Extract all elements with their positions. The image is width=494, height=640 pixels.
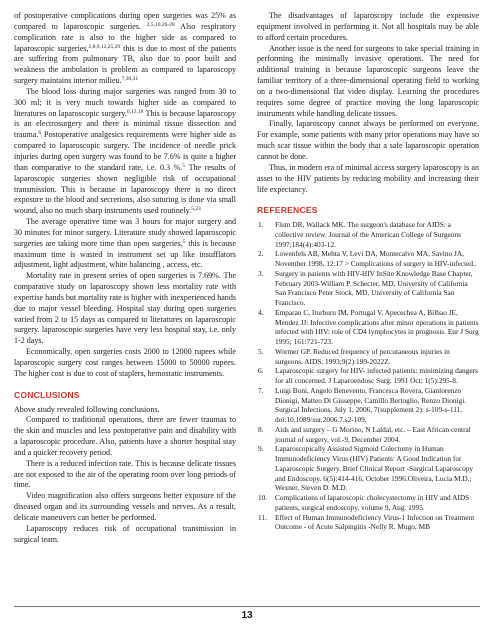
reference-number: 10. xyxy=(258,493,268,503)
reference-text: Luigi Boni, Angelo Benevento, Francesca Rovera, Gianlorenzo Dionigi, Matteo Di Giuseppe, Camillo Bertoglio, Renzo Dionigi. Surgical Infections. July 1, 2006, 7(supplement 2): s-109-s-111. doi:10.1089/sur.2006.7.s2-109. xyxy=(275,385,467,425)
body-paragraph: The average operative time was 3 hours for major surgery and 30 minutes for minor surgery. Literature study showed laparoscopic surgeries are taking more time than open surgeries,$^5$ this is because maximum time is wasted in instrument set up like insufflators adjustment, light adjustment, white balancing , access, etc. xyxy=(14,217,236,270)
reference-item xyxy=(257,269,479,308)
body-paragraph: Finally, laparoscopy cannot always be performed on everyone. For example, some patients with many prior operations may have so much scar tissue within the body that a safe laparoscopic operation cannot be done. xyxy=(257,119,479,161)
reference-item xyxy=(257,220,479,249)
reference-number: 2. xyxy=(258,249,264,259)
reference-text: Emparan C, Iturburu IM, Portugal V, Apecechea A, Bilbao JE, Mendez JJ: Infective complications after minor operations in patients infected with HIV: role of CD4 lymphocytes in prognosis. Eur J Surg 1995; 161:721-723. xyxy=(275,307,479,347)
reference-item xyxy=(257,386,479,425)
reference-item xyxy=(257,347,479,367)
reference-item xyxy=(257,308,479,347)
body-paragraph: Compared to traditional operations, there are fewer traumas to the skin and muscles and less postoperative pain and disability with a laparoscopic procedure. Also, patients have a shorter hospital stay and a quicker recovery period. xyxy=(14,415,236,457)
conclusions-heading: CONCLUSIONS xyxy=(14,389,80,400)
body-paragraph: Economically, open surgeries costs 2000 to 12000 rupees while laparoscopic surgery cost ranges between 15000 to 50000 rupees. The higher cost is due to cost of staplers, hemostatic instruments. xyxy=(14,347,236,378)
body-paragraph: Another issue is the need for surgeons to take special training in performing the minimally invasive operations. The need for additional training is because laparoscopic surgeons leave the familiar territory of a three-dimensional operating field to working on a two-dimensional flat video display. Learning the procedures requires some degree of practice moving the long laparoscopic instruments while handling delicate tissues. xyxy=(257,43,479,118)
body-paragraph: The disadvantages of laparoscopy include the expensive equipment involved in performing it. Not all hospitals may be able to afford certain procedures. xyxy=(257,11,479,42)
reference-text: Aids and surgery – G Morino, N Laldal, etc. – East African central journal of surgery, vol.-9, December 2004. xyxy=(275,424,471,444)
page-number: 13 xyxy=(241,610,253,621)
reference-text: Flum DR, Wallack MK. The surgeon's database for AIDS: a collective review. Journal of the American College of Surgeons 1997;184(4):403-12. xyxy=(275,220,461,249)
reference-number: 6. xyxy=(258,366,264,376)
reference-number: 3. xyxy=(258,268,264,278)
references-heading: REFERENCES xyxy=(257,205,318,216)
reference-number: 5. xyxy=(258,346,264,356)
reference-item xyxy=(257,444,479,493)
body-paragraph: Laparoscopy reduces risk of occupational transmission in surgical team. xyxy=(14,523,236,544)
body-paragraph: Mortality rate in present series of open surgeries is 7.69%. The comparative study on laparoscopy shown less mortality rate with expertise hands but mortality rate is higher with inexperienced hands due to major vessel bleeding. Hospital stay during open surgeries varied from 2 to 15 days as compared to literatures on laparoscopic surgery. laparoscopic surgeries have very less hospital stay, i.e. only 1-2 days. xyxy=(14,271,236,346)
reference-text: Wormer GP. Reduced frequency of percutaneous injuries in surgeons. AIDS. 1993;9(2):199-2022Z. xyxy=(275,346,450,366)
right-column xyxy=(257,11,479,532)
body-paragraph: There is a reduced infection rate. This is because delicate tissues are not exposed to the air of the operating room over long periods of time. xyxy=(14,458,236,490)
body-paragraph: of postoperative complications during open surgeries was 25% as compared to laparoscopic surgeries. $^{2,5,10,26-28}$ Also respiratory complication rate is also to the higher side as compared to laparoscopic surgeries,$^{2,8,9,12,25,29}$ this is due to most of the patients are suffering from pulmonary TB, also due to poor built and weakness the ambulation is problem as compared to laparoscopy surgery maintains interior milieu.$^{7,30,31}$ xyxy=(14,11,236,86)
reference-item xyxy=(257,425,479,445)
reference-text: Effect of Human Immunodeficiency Virus-1 Infection on Treatment Outcome - of Acute Salpingitis -Nelly R. Mugo, MB xyxy=(275,512,475,532)
reference-number: 4. xyxy=(258,307,264,317)
reference-text: Laparoscopically Assisted Sigmoid Colectomy in Human Immunodeficiency Virus (HIV) Patients: A Good Indication for Laparoscopic Surgery. Brief Clinical Report -Surgical Laparoscopy and Endoscopy. 6(5):414-416, October 1996.Oliveira, Lucia M.D.; Wexner, Steven D. M.D. xyxy=(275,444,474,493)
left-column xyxy=(14,11,236,546)
footer-divider xyxy=(14,606,480,607)
reference-item xyxy=(257,249,479,269)
body-paragraph: Thus, in modern era of minimal access surgery laparoscopy is an asset to the HIV patients by reducing mobility and increasing their life expectancy. xyxy=(257,162,479,194)
reference-item xyxy=(257,513,479,533)
reference-number: 11. xyxy=(258,512,267,522)
body-paragraph: The blood loss during major surgeries was ranged from 30 to 300 ml; it is very much towards higher side as compared to literatures on laparoscopic surgery.$^{6,13,18}$ This is because laparoscopy is an electrosurgery and there is minimal tissue dissection and trauma.$^6$ Postoperative analgesics requirements were higher side as compared to laparoscopic surgery. The incidence of needle prick injuries during open surgery was found to be 7.6% is quite a higher than comparative to the standard rate, i.e. 0.3 %.$^5$ The results of laparoscopic surgeries shown negligible risk of occupational transmission. This is because in laparoscopy there is no direct exposure to the blood and secretions, also suturing is done via small wound, also no much sharp instruments used routinely.$^{5,23}$ xyxy=(14,86,236,216)
body-paragraph: Video magnification also offers surgeons better exposure of the diseased organ and its surrounding vessels and nerves. As a result, delicate maneuvers can better be performed. xyxy=(14,491,236,522)
reference-text: Surgery in patients with HIV-HIV InSite Knowledge Base Chapter, February 2003-William P. Schecter, MD, University of California San Francisco Peter Stock, MD, University of California San Francisco. xyxy=(275,268,473,308)
reference-text: Lowenfels AB, Mehta V, Levi DA, Montecalvo MA, Savino JA, November 1998, 12:17 > Complications of surgery in HIV-infected.. xyxy=(275,249,477,269)
reference-list xyxy=(257,220,479,532)
reference-number: 8. xyxy=(258,424,264,434)
reference-text: Laparoscopic surgery for HIV- infected patients: minimizing dangers for all concerned. J Laparoendosc Surg. 1991 Oct; 1(5):295-8. xyxy=(275,366,478,386)
reference-number: 9. xyxy=(258,444,264,454)
body-paragraph: Above study revealed following conclusions. xyxy=(14,404,160,414)
reference-number: 7. xyxy=(258,385,264,395)
reference-text: Complications of laparoscopic cholecystectomy in HIV and AIDS patients, surgical endoscopy, volume 9, Aug. 1995. xyxy=(275,493,470,512)
reference-item xyxy=(257,366,479,386)
reference-item xyxy=(257,493,479,513)
reference-number: 1. xyxy=(258,220,264,230)
